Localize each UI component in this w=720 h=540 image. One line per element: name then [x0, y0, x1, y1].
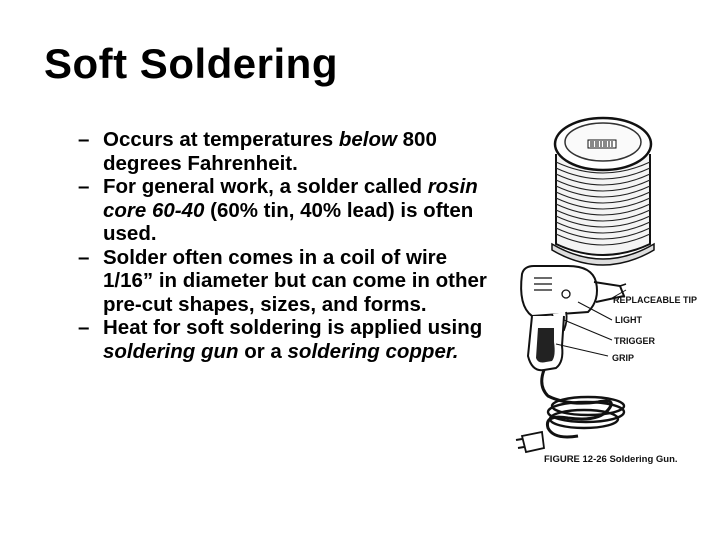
bullet-emphasis: rosin core 60-40	[103, 175, 478, 222]
label-grip: GRIP	[612, 353, 635, 363]
bullet-list	[78, 128, 498, 363]
label-light: LIGHT	[615, 315, 642, 325]
bullet-item	[78, 175, 498, 246]
bullet-dash: –	[78, 175, 90, 198]
label-trigger: TRIGGER	[614, 336, 656, 346]
bullet-emphasis: soldering copper.	[287, 339, 459, 363]
bullet-dash: –	[78, 245, 90, 269]
bullet-dash: –	[78, 128, 90, 151]
solder-spool-icon	[552, 118, 654, 265]
bullet-text: Occurs at temperatures	[103, 128, 339, 151]
label-replaceable-tip: REPLACEABLE TIP	[613, 295, 698, 305]
bullet-text: (60% tin, 40% lead) is often used.	[103, 198, 474, 245]
slide-title: Soft Soldering	[44, 40, 338, 87]
bullet-dash: –	[78, 316, 90, 339]
bullet-text: or a	[238, 339, 288, 363]
soldering-gun-figure	[508, 106, 708, 470]
bullet-emphasis: below	[338, 128, 397, 151]
bullet-text: 800 degrees Fahrenheit.	[103, 128, 437, 175]
bullet-text: Solder often comes in a coil of wire 1/16” in diameter but can come in other pre-cut shapes, sizes, and forms.	[103, 245, 487, 316]
bullet-item	[78, 246, 498, 317]
bullet-item	[78, 128, 498, 175]
bullet-item	[78, 316, 498, 363]
bullet-text: For general work, a solder called	[103, 175, 428, 198]
soldering-gun-icon	[516, 266, 626, 452]
figure-caption: FIGURE 12-26 Soldering Gun.	[544, 454, 678, 465]
bullet-text: Heat for soft soldering is applied using	[103, 316, 483, 339]
bullet-emphasis: soldering gun	[103, 339, 239, 363]
